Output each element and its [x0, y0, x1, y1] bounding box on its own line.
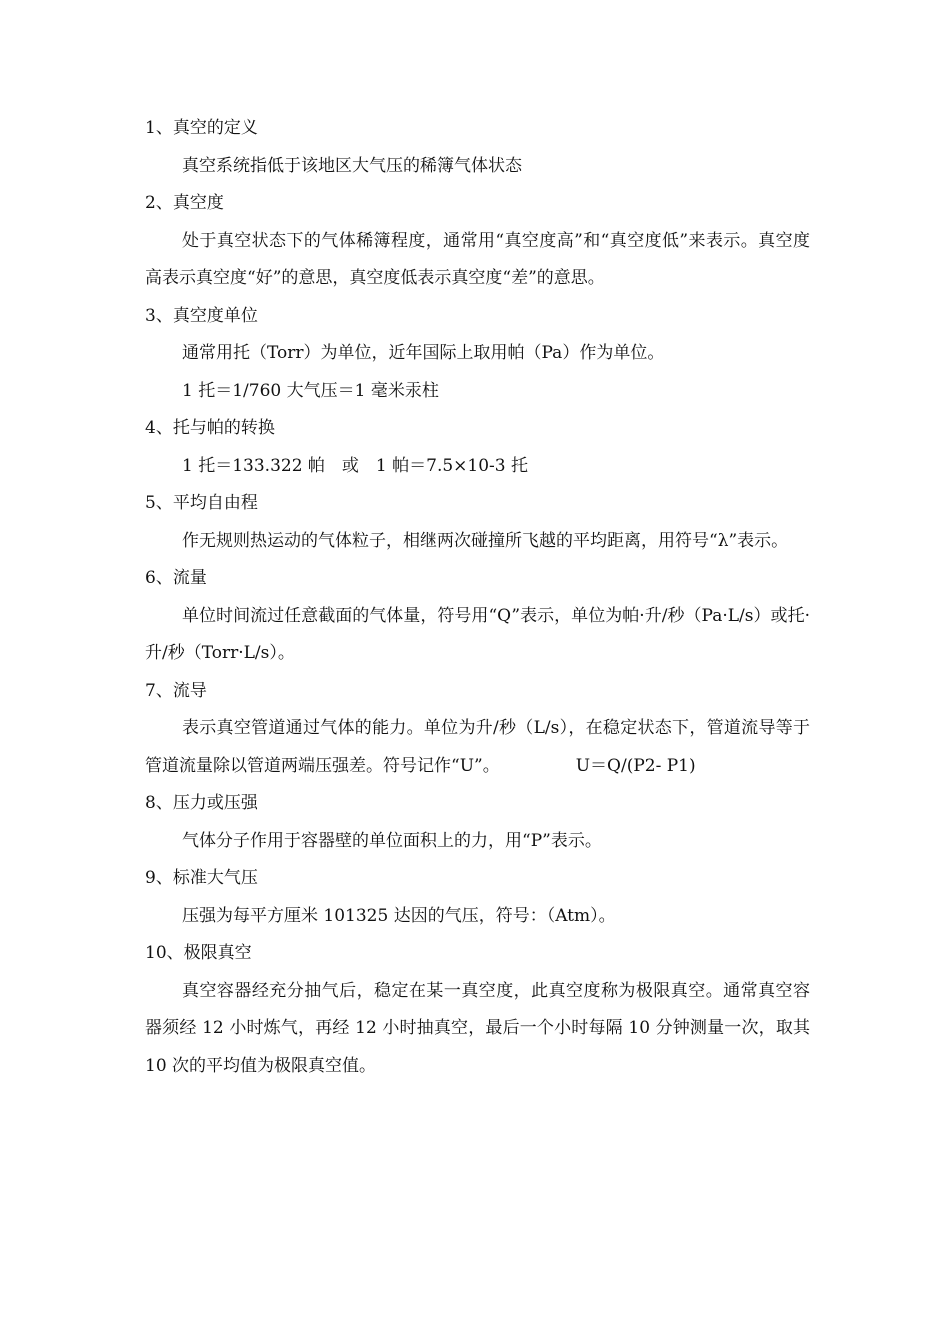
section-paragraph — [145, 710, 810, 785]
section-paragraph: 通常用托（Torr）为单位，近年国际上取用帕（Pa）作为单位。 — [182, 343, 665, 363]
section-paragraph: 气体分子作用于容器壁的单位面积上的力，用“P”表示。 — [182, 830, 602, 851]
section-paragraph: 压强为每平方厘米 101325 达因的气压，符号：（Atm）。 — [182, 905, 616, 926]
section-paragraph: 作无规则热运动的气体粒子，相继两次碰撞所飞越的平均距离，用符号“λ”表示。 — [182, 530, 789, 551]
section-paragraph-text: 表示真空管道通过气体的能力。单位为升/秒（L/s），在稳定状态下，管道流导等于管道流量除以管道两端压强差。符号记作“U”。 — [145, 718, 810, 776]
section-paragraph: 真空系统指低于该地区大气压的稀簿气体状态 — [182, 155, 522, 176]
section-heading: 6、流量 — [145, 568, 207, 588]
section-paragraph: 真空容器经充分抽气后，稳定在某一真空度，此真空度称为极限真空。通常真空容器须经 12 小时炼气，再经 12 小时抽真空，最后一个小时每隔 10 分钟测量一次，取其 10 次的平均值为极限真空值。 — [145, 980, 810, 1076]
section-heading: 2、真空度 — [145, 193, 224, 213]
section-heading: 10、极限真空 — [145, 943, 252, 963]
section-paragraph: 1 托＝1/760 大气压＝1 毫米汞柱 — [182, 380, 439, 401]
section-heading: 7、流导 — [145, 680, 207, 701]
section-heading: 5、平均自由程 — [145, 493, 258, 513]
section-heading: 9、标准大气压 — [145, 868, 258, 888]
conductance-formula: U＝Q/(P2- P1) — [575, 755, 696, 776]
section-paragraph: 1 托＝133.322 帕 或 1 帕＝7.5×10-3 托 — [182, 455, 529, 476]
section-heading: 3、真空度单位 — [145, 305, 258, 326]
section-heading: 1、真空的定义 — [145, 118, 258, 138]
document-page — [145, 110, 810, 1085]
section-paragraph: 单位时间流过任意截面的气体量，符号用“Q”表示，单位为帕·升/秒（Pa·L/s）或托·升/秒（Torr·L/s）。 — [145, 605, 810, 663]
section-paragraph: 处于真空状态下的气体稀簿程度，通常用“真空度高”和“真空度低”来表示。真空度高表示真空度“好”的意思，真空度低表示真空度“差”的意思。 — [145, 230, 810, 288]
section-heading: 4、托与帕的转换 — [145, 418, 275, 438]
section-heading: 8、压力或压强 — [145, 793, 258, 813]
